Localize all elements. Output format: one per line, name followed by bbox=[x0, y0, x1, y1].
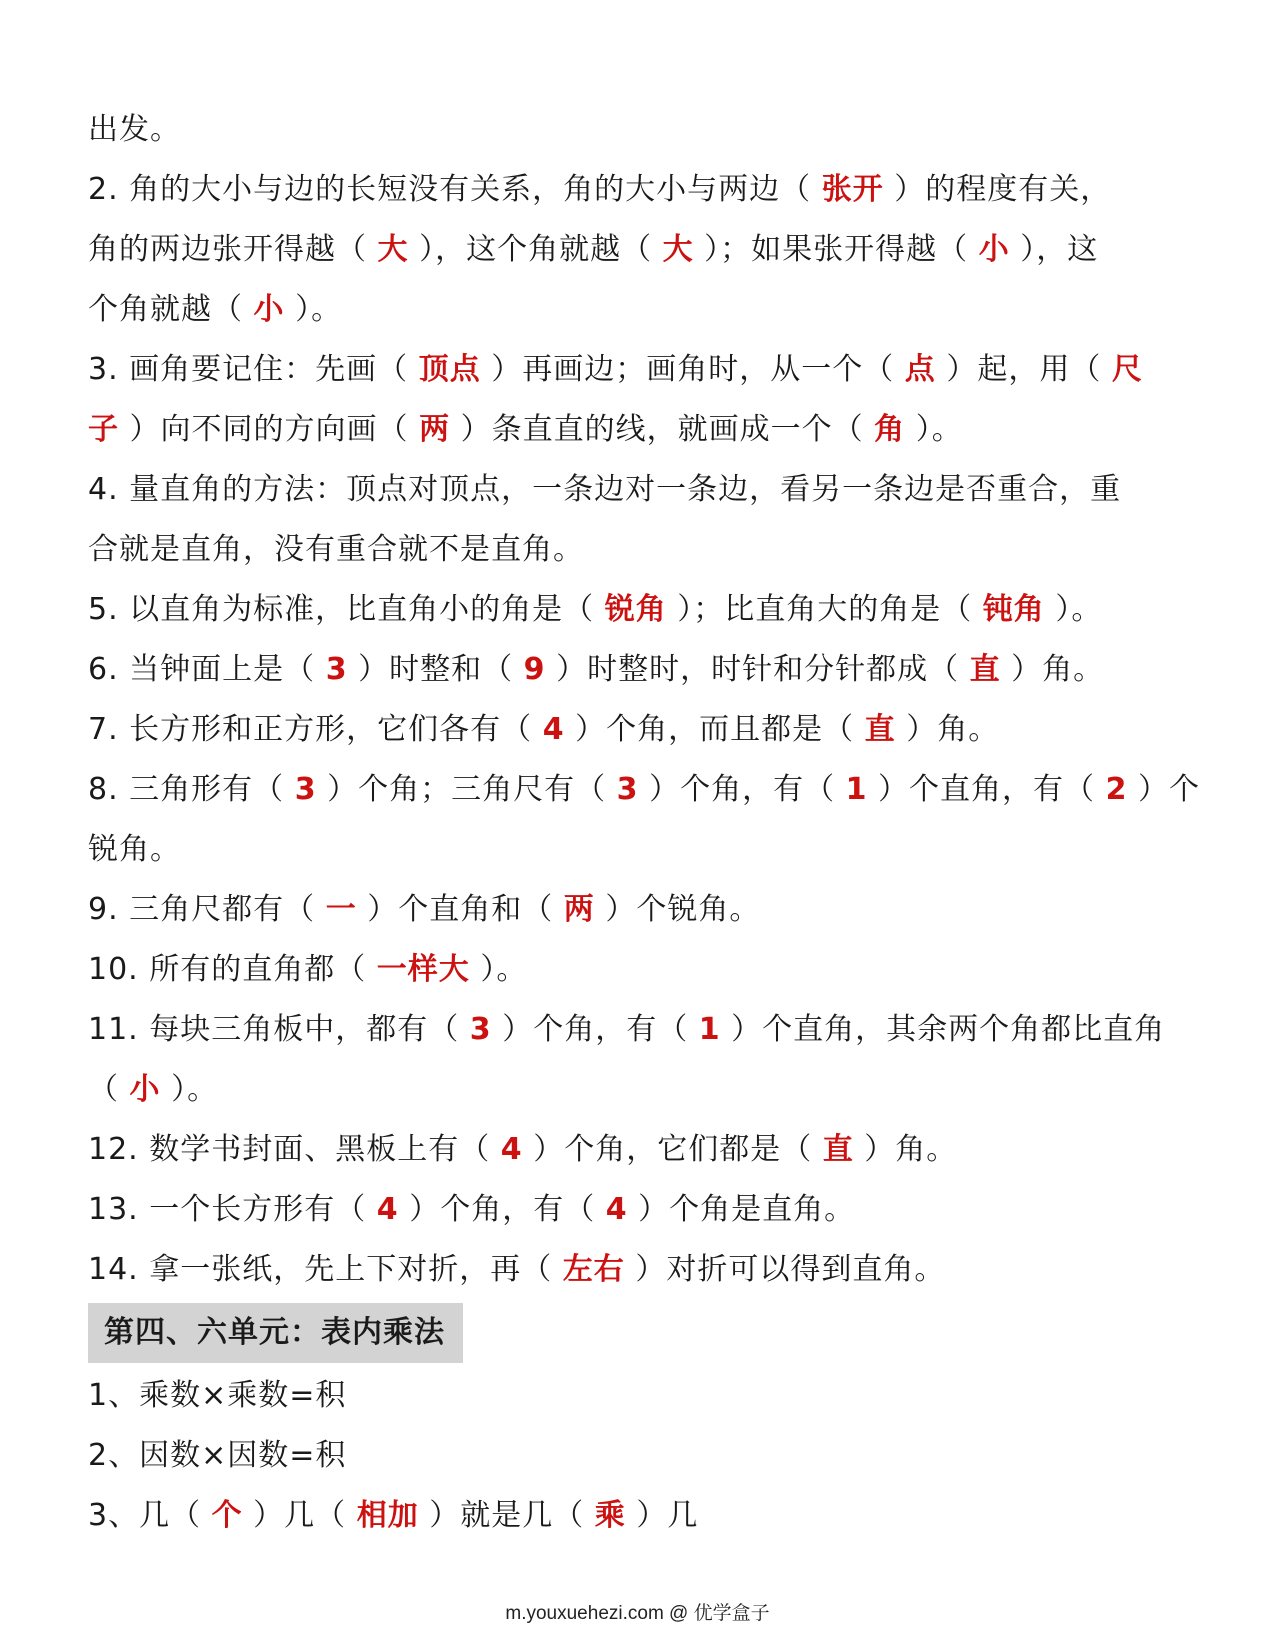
text-segment: ）向不同的方向画（ bbox=[119, 412, 420, 447]
answer-text: 4 bbox=[500, 1132, 523, 1167]
text-line bbox=[88, 1426, 1188, 1486]
footer-watermark: m.youxuehezi.com @ 优学盒子 bbox=[505, 1603, 770, 1624]
answer-text: 锐角 bbox=[604, 592, 667, 627]
text-segment: 13. 一个长方形有（ bbox=[88, 1192, 377, 1227]
answer-text: 3 bbox=[325, 652, 348, 687]
text-line bbox=[88, 280, 1188, 340]
text-line bbox=[88, 820, 1188, 880]
answer-text: 相加 bbox=[356, 1498, 419, 1533]
text-line bbox=[88, 640, 1188, 700]
answer-text: 尺 bbox=[1111, 352, 1143, 387]
answer-text: 顶点 bbox=[418, 352, 481, 387]
text-segment: ）个角，有（ bbox=[638, 772, 846, 807]
text-segment: 锐角。 bbox=[88, 832, 181, 867]
text-line bbox=[88, 1240, 1188, 1300]
text-line bbox=[88, 1180, 1188, 1240]
text-segment: 2. 角的大小与边的长短没有关系，角的大小与两边（ bbox=[88, 172, 822, 207]
answer-text: 1 bbox=[698, 1012, 721, 1047]
text-segment: 12. 数学书封面、黑板上有（ bbox=[88, 1132, 501, 1167]
text-line bbox=[88, 940, 1188, 1000]
answer-text: 4 bbox=[605, 1192, 628, 1227]
document-body bbox=[88, 100, 1200, 1546]
text-line bbox=[88, 1486, 1188, 1546]
text-line bbox=[88, 880, 1188, 940]
text-line bbox=[88, 220, 1188, 280]
text-segment: ）。 bbox=[905, 412, 963, 447]
text-line bbox=[88, 1120, 1188, 1180]
text-segment: 14. 拿一张纸，先上下对折，再（ bbox=[88, 1252, 563, 1287]
text-segment: ）对折可以得到直角。 bbox=[624, 1252, 946, 1287]
text-segment: ），这个角就越（ bbox=[408, 232, 663, 267]
text-segment: 2、因数×因数=积 bbox=[88, 1438, 347, 1473]
text-line bbox=[88, 1366, 1188, 1426]
text-segment: 9. 三角尺都有（ bbox=[88, 892, 326, 927]
text-segment: ）个角，有（ bbox=[398, 1192, 606, 1227]
text-line bbox=[88, 700, 1188, 760]
text-segment: ）个直角，有（ bbox=[867, 772, 1106, 807]
answer-text: 大 bbox=[377, 232, 409, 267]
text-segment: 6. 当钟面上是（ bbox=[88, 652, 326, 687]
answer-text: 张开 bbox=[821, 172, 884, 207]
answer-text: 小 bbox=[129, 1072, 161, 1107]
answer-text: 3 bbox=[616, 772, 639, 807]
text-segment: ）起，用（ bbox=[935, 352, 1112, 387]
text-line bbox=[88, 1060, 1188, 1120]
text-segment: ）几（ bbox=[242, 1498, 357, 1533]
text-segment: ）个角是直角。 bbox=[627, 1192, 856, 1227]
answer-text: 子 bbox=[88, 412, 119, 447]
text-segment: 个角就越（ bbox=[88, 292, 254, 327]
text-segment: ）角。 bbox=[853, 1132, 958, 1167]
answer-text: 乘 bbox=[594, 1498, 626, 1533]
answer-text: 个 bbox=[211, 1498, 243, 1533]
answer-text: 1 bbox=[845, 772, 868, 807]
text-line bbox=[88, 400, 1188, 460]
text-segment: ）条直直的线，就画成一个（ bbox=[450, 412, 875, 447]
answer-text: 2 bbox=[1105, 772, 1128, 807]
answer-text: 3 bbox=[469, 1012, 492, 1047]
text-segment: ）个直角，其余两个角都比直角 bbox=[720, 1012, 1166, 1047]
answer-text: 小 bbox=[253, 292, 285, 327]
text-segment: （ bbox=[88, 1072, 130, 1107]
answer-text: 一 bbox=[325, 892, 357, 927]
section-heading-row bbox=[88, 1300, 1188, 1366]
text-segment: ）的程度有关， bbox=[883, 172, 1112, 207]
text-segment: ）个锐角。 bbox=[594, 892, 761, 927]
text-segment: 10. 所有的直角都（ bbox=[88, 952, 377, 987]
text-line bbox=[88, 340, 1188, 400]
text-segment: ）个直角和（ bbox=[356, 892, 564, 927]
text-segment: 出发。 bbox=[88, 112, 181, 147]
text-line bbox=[88, 760, 1200, 820]
text-segment: ）。 bbox=[1044, 592, 1103, 627]
answer-text: 9 bbox=[523, 652, 546, 687]
text-segment: ）。 bbox=[469, 952, 528, 987]
text-segment: ）角。 bbox=[895, 712, 1000, 747]
answer-text: 左右 bbox=[562, 1252, 625, 1287]
text-segment: ）个角，它们都是（ bbox=[522, 1132, 823, 1167]
text-segment: 4. 量直角的方法：顶点对顶点，一条边对一条边，看另一条边是否重合，重 bbox=[88, 472, 1122, 507]
answer-text: 两 bbox=[419, 412, 451, 447]
text-segment: ）。 bbox=[160, 1072, 219, 1107]
text-segment: ）个角，而且都是（ bbox=[564, 712, 865, 747]
text-segment: 11. 每块三角板中，都有（ bbox=[88, 1012, 470, 1047]
answer-text: 直 bbox=[969, 652, 1001, 687]
text-segment: ）。 bbox=[284, 292, 343, 327]
text-segment: ）个角；三角尺有（ bbox=[316, 772, 617, 807]
answer-text: 直 bbox=[864, 712, 896, 747]
text-segment: ）时整时，时针和分针都成（ bbox=[545, 652, 970, 687]
text-segment: ）个 bbox=[1127, 772, 1200, 807]
answer-text: 4 bbox=[376, 1192, 399, 1227]
text-segment: 7. 长方形和正方形，它们各有（ bbox=[88, 712, 543, 747]
text-line bbox=[88, 520, 1188, 580]
text-segment: 3、几（ bbox=[88, 1498, 212, 1533]
text-segment: 1、乘数×乘数=积 bbox=[88, 1378, 347, 1413]
answer-text: 角 bbox=[874, 412, 906, 447]
text-line bbox=[88, 580, 1188, 640]
answer-text: 钝角 bbox=[982, 592, 1045, 627]
text-segment: ）；如果张开得越（ bbox=[693, 232, 979, 267]
text-segment: 合就是直角，没有重合就不是直角。 bbox=[88, 532, 584, 567]
text-segment: 角的两边张开得越（ bbox=[88, 232, 378, 267]
text-line bbox=[88, 160, 1188, 220]
answer-text: 点 bbox=[904, 352, 936, 387]
answer-text: 一样大 bbox=[376, 952, 470, 987]
text-segment: 8. 三角形有（ bbox=[88, 772, 295, 807]
text-line bbox=[88, 100, 1188, 160]
text-segment: ）几 bbox=[625, 1498, 699, 1533]
text-segment: 5. 以直角为标准，比直角小的角是（ bbox=[88, 592, 605, 627]
answer-text: 直 bbox=[822, 1132, 854, 1167]
text-line bbox=[88, 460, 1188, 520]
answer-text: 两 bbox=[563, 892, 595, 927]
answer-text: 大 bbox=[662, 232, 694, 267]
answer-text: 3 bbox=[294, 772, 317, 807]
text-segment: ）就是几（ bbox=[418, 1498, 595, 1533]
text-segment: ），这 bbox=[1009, 232, 1099, 267]
text-segment: 3. 画角要记住：先画（ bbox=[88, 352, 419, 387]
text-segment: ）；比直角大的角是（ bbox=[666, 592, 983, 627]
text-line bbox=[88, 1000, 1188, 1060]
section-heading: 第四、六单元：表内乘法 bbox=[88, 1303, 463, 1363]
text-segment: ）再画边；画角时，从一个（ bbox=[480, 352, 905, 387]
text-segment: ）个角，有（ bbox=[491, 1012, 699, 1047]
text-segment: ）时整和（ bbox=[347, 652, 524, 687]
answer-text: 小 bbox=[978, 232, 1010, 267]
answer-text: 4 bbox=[542, 712, 565, 747]
text-segment: ）角。 bbox=[1000, 652, 1105, 687]
